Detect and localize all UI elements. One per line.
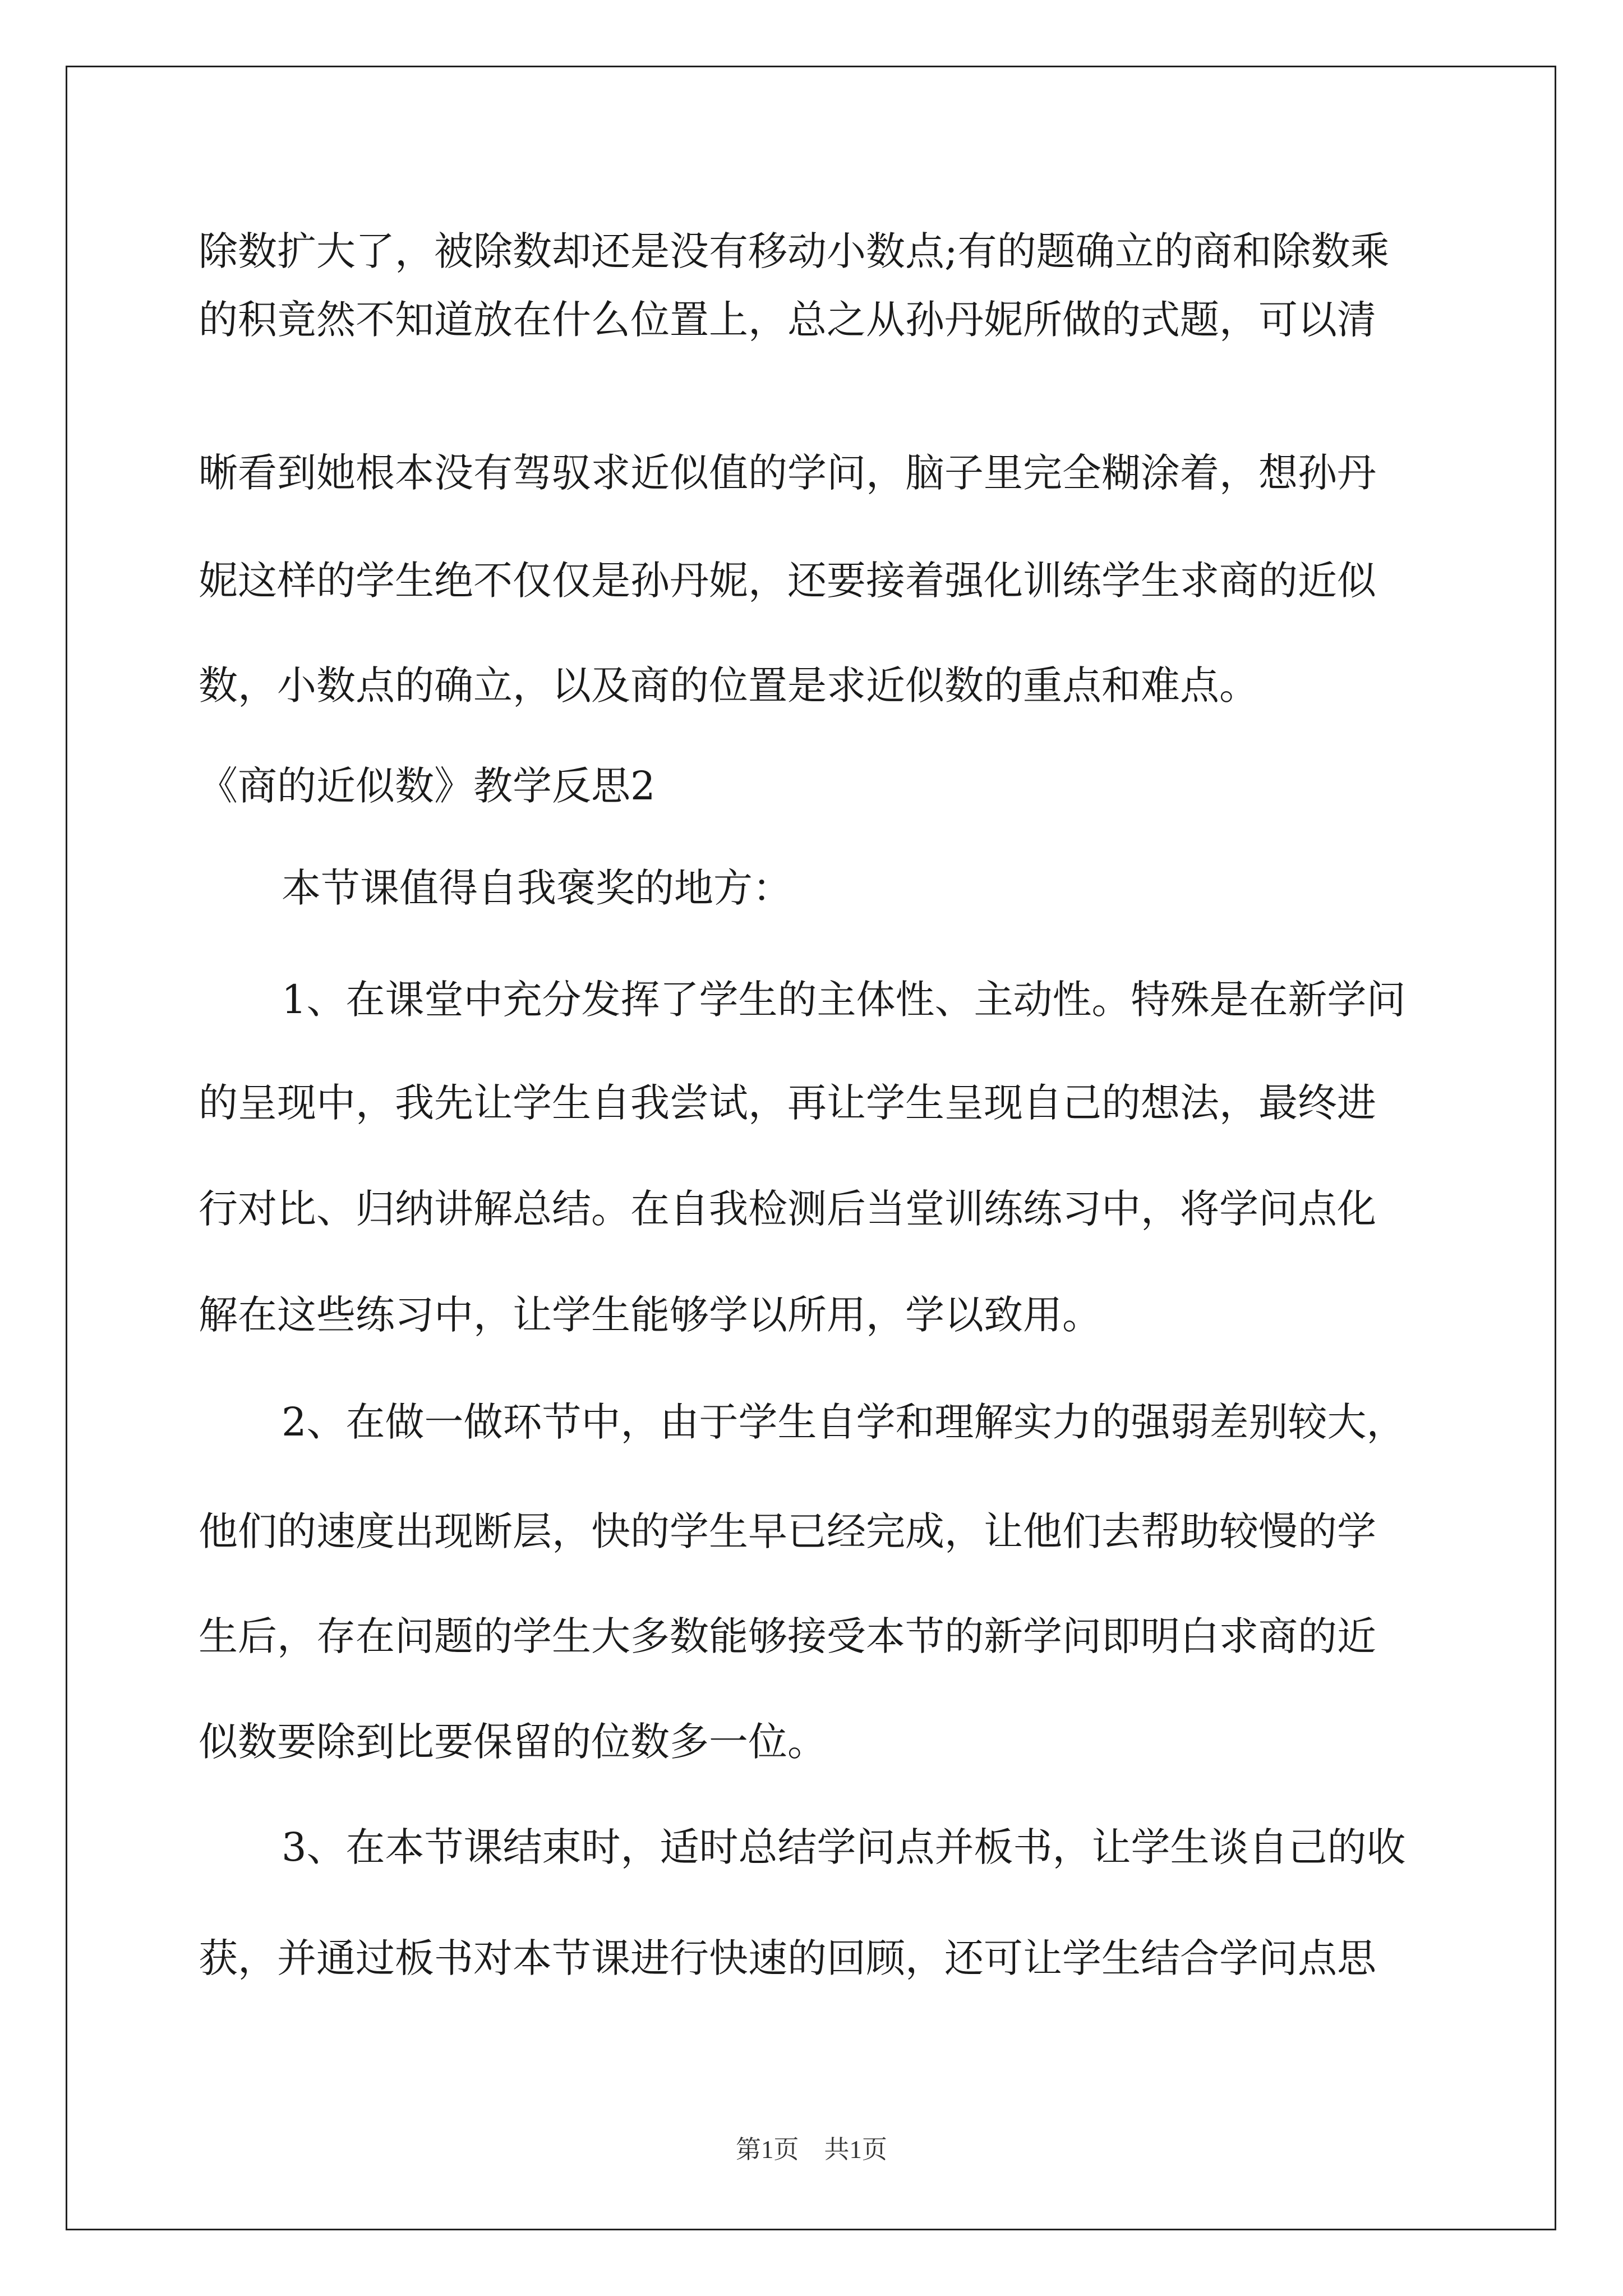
body-line: 除数扩大了，被除数却还是没有移动小数点;有的题确立的商和除数乘 xyxy=(199,228,1390,274)
page-number-footer: 第1页 共1页 xyxy=(735,2136,887,2164)
body-line: 似数要除到比要保留的位数多一位。 xyxy=(199,1719,827,1765)
body-line: 的呈现中，我先让学生自我尝试，再让学生呈现自己的想法，最终进 xyxy=(199,1080,1376,1126)
body-line: 数，小数点的确立，以及商的位置是求近似数的重点和难点。 xyxy=(199,662,1258,708)
body-line: 本节课值得自我褒奖的地方： xyxy=(282,865,792,911)
body-line: 行对比、归纳讲解总结。在自我检测后当堂训练练习中，将学问点化 xyxy=(199,1186,1376,1232)
body-line: 生后，存在问题的学生大多数能够接受本节的新学问即明白求商的近 xyxy=(199,1613,1376,1659)
body-line: 解在这些练习中，让学生能够学以所用，学以致用。 xyxy=(199,1292,1101,1338)
body-line: 1、在课堂中充分发挥了学生的主体性、主动性。特殊是在新学问 xyxy=(282,977,1406,1023)
body-line: 2、在做一做环节中，由于学生自学和理解实力的强弱差别较大， xyxy=(282,1399,1406,1445)
body-line: 3、在本节课结束时，适时总结学问点并板书，让学生谈自己的收 xyxy=(282,1824,1406,1870)
body-line: 晰看到她根本没有驾驭求近似值的学问，脑子里完全糊涂着，想孙丹 xyxy=(199,450,1376,496)
body-line: 的积竟然不知道放在什么位置上，总之从孙丹妮所做的式题，可以清 xyxy=(199,297,1376,343)
body-line: 妮这样的学生绝不仅仅是孙丹妮，还要接着强化训练学生求商的近似 xyxy=(199,558,1376,604)
body-line: 获，并通过板书对本节课进行快速的回顾，还可让学生结合学问点思 xyxy=(199,1935,1376,1981)
section-heading: 《商的近似数》教学反思2 xyxy=(199,763,656,809)
page-border xyxy=(66,66,1556,2230)
body-line: 他们的速度出现断层，快的学生早已经完成，让他们去帮助较慢的学 xyxy=(199,1508,1376,1554)
